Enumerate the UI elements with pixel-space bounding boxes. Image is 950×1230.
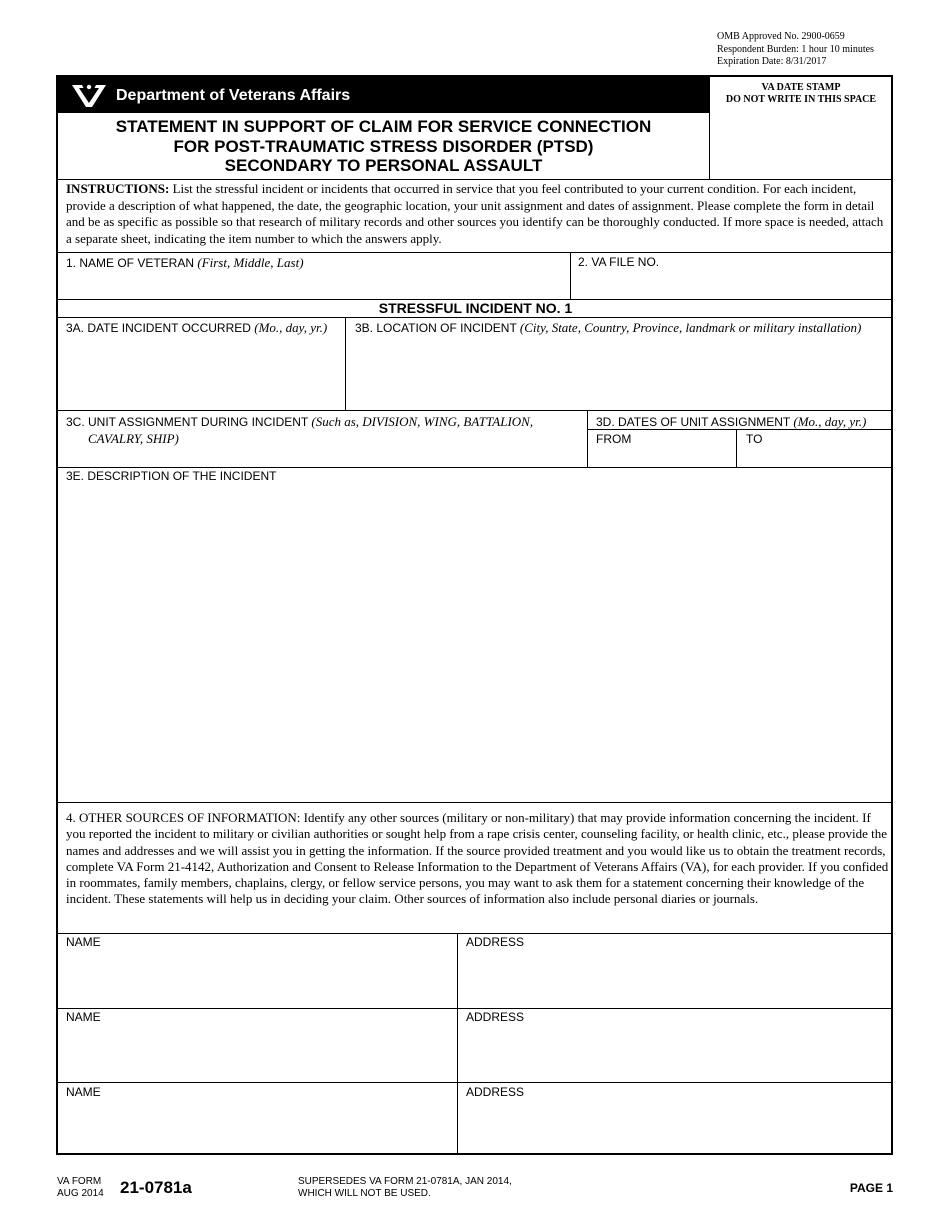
va-header-bar bbox=[58, 77, 709, 113]
title-line-3: SECONDARY TO PERSONAL ASSAULT bbox=[224, 156, 543, 175]
form-date: AUG 2014 bbox=[57, 1187, 104, 1199]
unit-assignment-field[interactable] bbox=[59, 411, 586, 466]
page-number: PAGE 1 bbox=[849, 1181, 893, 1195]
from-label: FROM bbox=[596, 432, 632, 446]
source-address-field-1[interactable] bbox=[458, 934, 892, 1007]
title-line-1: STATEMENT IN SUPPORT OF CLAIM FOR SERVICE CONNECTION bbox=[115, 117, 652, 136]
form-title bbox=[58, 117, 709, 176]
instructions-text: List the stressful incident or incidents that occurred in service that you feel contributed to your current condition. For each incident, provide a description of what happened, the date, the geographic location, your unit assignment and dates of assignment. Please complete the form in detail and be as specific as possible so that research of military records and other sources you identify can be thoroughly conducted. If more space is needed, attach a separate sheet, indicating the item number to which the answers apply. bbox=[66, 181, 884, 246]
source-address-label: ADDRESS bbox=[466, 1085, 525, 1099]
va-file-no-field[interactable] bbox=[571, 253, 892, 297]
expiration-date: Expiration Date: 8/31/2017 bbox=[717, 56, 827, 67]
instructions-lead: INSTRUCTIONS: bbox=[66, 181, 170, 196]
omb-number: OMB Approved No. 2900-0659 bbox=[717, 31, 845, 42]
incident-heading: STRESSFUL INCIDENT NO. 1 bbox=[378, 300, 573, 316]
instructions bbox=[66, 181, 888, 247]
form-number: 21-0781a bbox=[120, 1178, 192, 1197]
title-line-2: FOR POST-TRAUMATIC STRESS DISORDER (PTSD) bbox=[173, 136, 594, 156]
respondent-burden: Respondent Burden: 1 hour 10 minutes bbox=[717, 43, 874, 55]
date-occurred-label: 3A. DATE INCIDENT OCCURRED (Mo., day, yr.) bbox=[66, 320, 328, 335]
to-label: TO bbox=[746, 432, 763, 446]
department-name: Department of Veterans Affairs bbox=[116, 87, 351, 104]
veteran-name-label: 1. NAME OF VETERAN (First, Middle, Last) bbox=[66, 255, 304, 270]
source-address-field-3[interactable] bbox=[458, 1083, 892, 1154]
unit-assignment-hint: CAVALRY, SHIP) bbox=[88, 431, 179, 446]
date-occurred-field[interactable] bbox=[59, 318, 344, 410]
omb-info bbox=[717, 31, 874, 69]
supersedes-line-1: SUPERSEDES VA FORM 21-0781A, JAN 2014, bbox=[298, 1176, 512, 1187]
source-name-label: NAME bbox=[66, 935, 101, 949]
unit-dates-label: 3D. DATES OF UNIT ASSIGNMENT (Mo., day, yr.) bbox=[596, 414, 867, 429]
form-frame bbox=[56, 75, 893, 1155]
supersedes-line-2: WHICH WILL NOT BE USED. bbox=[298, 1187, 431, 1199]
header-divider bbox=[58, 179, 893, 180]
location-field[interactable] bbox=[346, 318, 892, 410]
source-name-field-3[interactable] bbox=[59, 1083, 456, 1154]
description-label: 3E. DESCRIPTION OF THE INCIDENT bbox=[66, 469, 277, 483]
supersedes-note bbox=[298, 1176, 512, 1199]
va-date-stamp-box bbox=[709, 77, 893, 106]
source-name-field-1[interactable] bbox=[59, 934, 456, 1007]
va-form-text: VA FORM bbox=[57, 1176, 102, 1187]
source-address-label: ADDRESS bbox=[466, 935, 525, 949]
va-file-no-label: 2. VA FILE NO. bbox=[578, 255, 660, 269]
location-label: 3B. LOCATION OF INCIDENT (City, State, Country, Province, landmark or military installation) bbox=[355, 320, 862, 335]
divider bbox=[58, 802, 893, 803]
unit-assignment-label: 3C. UNIT ASSIGNMENT DURING INCIDENT (Such as, DIVISION, WING, BATTALION, bbox=[66, 414, 534, 429]
source-name-field-2[interactable] bbox=[59, 1009, 456, 1082]
from-date-field[interactable] bbox=[588, 430, 735, 466]
footer-form-label bbox=[57, 1176, 104, 1199]
source-address-label: ADDRESS bbox=[466, 1010, 525, 1024]
va-logo-icon bbox=[70, 82, 108, 109]
stamp-note: DO NOT WRITE IN THIS SPACE bbox=[725, 94, 877, 105]
description-field[interactable] bbox=[59, 468, 892, 801]
other-sources-text: 4. OTHER SOURCES OF INFORMATION: Identify any other sources (military or non-military) that may provide information concerning the incident. If you reported the incident to military or civilian authorities or sought help from a rape crisis center, counseling facility, or health clinic, etc., please provide the names and addresses and we will assist you in getting the information. If the source provided treatment and you would like us to obtain the treatment records, complete VA Form 21-4142, Authorization and Consent to Release Information to the Department of Veterans Affairs (VA), for each provider. If you confided in roommates, family members, chaplains, clergy, or fellow service persons, you may want to ask them for a statement concerning their knowledge of the incident. These statements will help us in deciding your claim. Other sources of information also include personal diaries or journals. bbox=[66, 810, 889, 907]
source-name-label: NAME bbox=[66, 1010, 101, 1024]
veteran-name-field[interactable] bbox=[59, 253, 569, 297]
source-name-label: NAME bbox=[66, 1085, 101, 1099]
stamp-title: VA DATE STAMP bbox=[761, 82, 841, 93]
to-date-field[interactable] bbox=[737, 430, 892, 466]
source-address-field-2[interactable] bbox=[458, 1009, 892, 1082]
